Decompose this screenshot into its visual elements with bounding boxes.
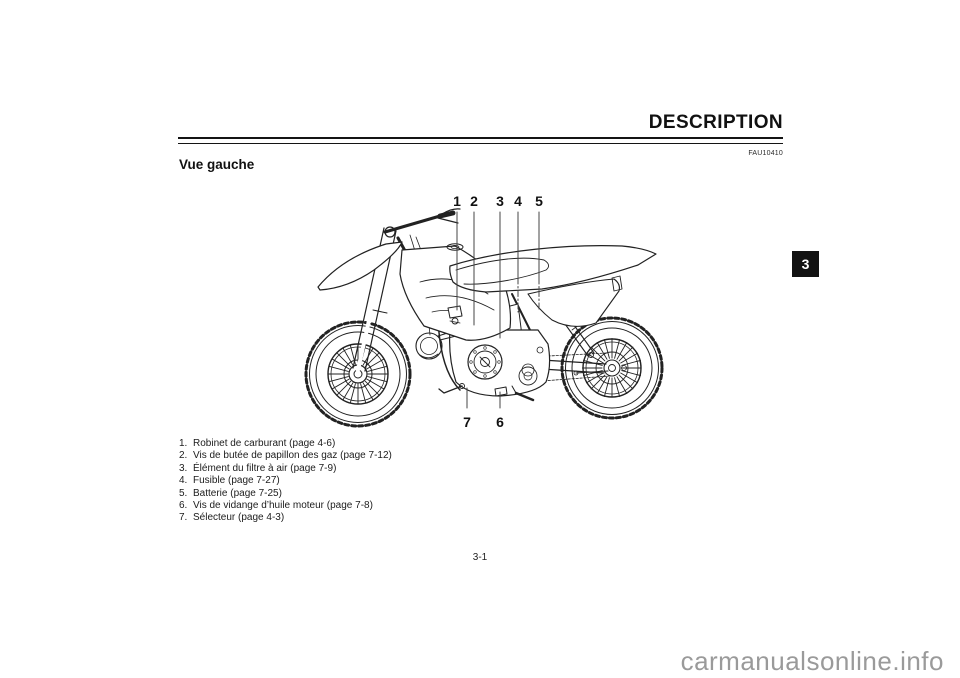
page-title: DESCRIPTION xyxy=(648,112,783,133)
callout-2: 2 xyxy=(470,193,478,209)
callout-4: 4 xyxy=(514,193,522,209)
legend-item-number: 3. xyxy=(179,462,188,474)
legend-item xyxy=(179,438,392,450)
parts-legend xyxy=(179,438,392,525)
legend-item xyxy=(179,488,392,500)
legend-item-label: Batterie (page 7-25) xyxy=(193,487,282,499)
legend-item-label: Vis de vidange d’huile moteur (page 7-8) xyxy=(193,500,373,512)
legend-item-number: 1. xyxy=(179,438,188,449)
callout-7: 7 xyxy=(463,414,471,430)
legend-item-number: 5. xyxy=(179,487,188,499)
legend-item-number: 2. xyxy=(179,450,188,462)
left-view-diagram xyxy=(290,190,690,445)
header-rule xyxy=(178,137,783,144)
legend-item-number: 6. xyxy=(179,500,188,512)
document-code: FAU10410 xyxy=(748,150,783,157)
legend-item-label: Vis de butée de papillon des gaz (page 7-12) xyxy=(193,450,392,462)
rear-wheel xyxy=(562,318,662,418)
legend-item xyxy=(179,500,392,512)
legend-item-number: 4. xyxy=(179,475,188,487)
legend-item xyxy=(179,512,392,524)
legend-item xyxy=(179,463,392,475)
front-wheel xyxy=(306,322,410,426)
watermark: carmanualsonline.info xyxy=(680,646,944,676)
front-fender xyxy=(318,242,402,290)
legend-item xyxy=(179,450,392,462)
page-number: 3-1 xyxy=(472,552,488,563)
callout-1: 1 xyxy=(453,193,461,209)
legend-item-number: 7. xyxy=(179,512,188,524)
motorcycle-line-drawing xyxy=(290,190,690,445)
legend-item-label: Robinet de carburant (page 4-6) xyxy=(193,438,336,449)
callout-3: 3 xyxy=(496,193,504,209)
section-title: Vue gauche xyxy=(179,157,255,172)
legend-item-label: Fusible (page 7-27) xyxy=(193,475,280,487)
legend-item-label: Sélecteur (page 4-3) xyxy=(193,512,285,524)
legend-item-label: Élément du filtre à air (page 7-9) xyxy=(193,462,337,474)
callout-5: 5 xyxy=(535,193,543,209)
callout-6: 6 xyxy=(496,414,504,430)
legend-item xyxy=(179,475,392,487)
chapter-tab-3: 3 xyxy=(792,251,819,277)
